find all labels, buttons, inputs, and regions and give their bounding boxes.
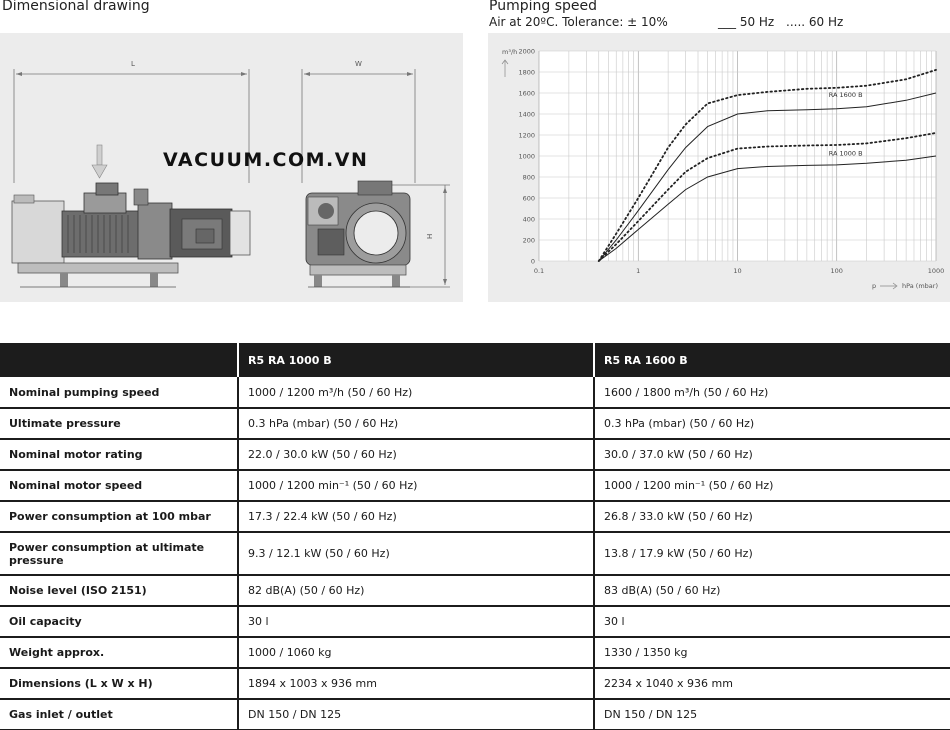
pumping-speed-title: Pumping speed <box>489 0 597 14</box>
dimensional-drawing-title: Dimensional drawing <box>2 0 150 14</box>
value-ra1000b: 17.3 / 22.4 kW (50 / 60 Hz) <box>238 501 594 532</box>
x-tick-label: 1000 <box>927 267 945 275</box>
row-label: Gas inlet / outlet <box>0 699 238 730</box>
value-ra1600b: 30 l <box>594 606 950 637</box>
value-ra1600b: 1000 / 1200 min⁻¹ (50 / 60 Hz) <box>594 470 950 501</box>
row-label: Dimensions (L x W x H) <box>0 668 238 699</box>
row-label: Noise level (ISO 2151) <box>0 575 238 606</box>
value-ra1000b: 30 l <box>238 606 594 637</box>
y-tick-label: 800 <box>522 173 535 182</box>
pumping-speed-chart-panel <box>488 33 950 302</box>
value-ra1000b: DN 150 / DN 125 <box>238 699 594 730</box>
y-tick-label: 2000 <box>518 47 535 56</box>
x-axis-arrow-icon <box>880 283 897 289</box>
y-unit-label: m³/h <box>502 48 518 56</box>
table-row <box>0 377 950 408</box>
value-ra1000b: 82 dB(A) (50 / 60 Hz) <box>238 575 594 606</box>
legend-60hz: ..... 60 Hz <box>786 15 844 29</box>
y-tick-label: 1400 <box>518 110 535 119</box>
legend-50hz: ___ 50 Hz <box>718 15 775 29</box>
table-header-ra1000b: R5 RA 1000 B <box>238 343 594 377</box>
y-tick-label: 0 <box>530 257 535 266</box>
dimensional-drawing-panel <box>0 33 463 302</box>
x-tick-label: 1 <box>636 267 641 275</box>
annotation-ra1600b: RA 1600 B <box>828 91 863 100</box>
value-ra1600b: 2234 x 1040 x 936 mm <box>594 668 950 699</box>
x-unit-label: hPa (mbar) <box>902 282 938 290</box>
row-label: Weight approx. <box>0 637 238 668</box>
dim-label-width: W <box>355 60 362 68</box>
value-ra1600b: 83 dB(A) (50 / 60 Hz) <box>594 575 950 606</box>
y-tick-label: 1200 <box>518 131 535 140</box>
table-row <box>0 532 950 575</box>
value-ra1600b: 1600 / 1800 m³/h (50 / 60 Hz) <box>594 377 950 408</box>
inlet-arrow-icon <box>92 145 107 178</box>
x-axis-label: p <box>872 282 877 290</box>
y-tick-label: 1800 <box>518 68 535 77</box>
row-label: Nominal motor speed <box>0 470 238 501</box>
table-row <box>0 637 950 668</box>
value-ra1000b: 1000 / 1200 m³/h (50 / 60 Hz) <box>238 377 594 408</box>
table-row <box>0 408 950 439</box>
x-tick-label: 10 <box>733 267 742 275</box>
table-row <box>0 606 950 637</box>
table-row <box>0 470 950 501</box>
table-row <box>0 439 950 470</box>
value-ra1600b: 13.8 / 17.9 kW (50 / 60 Hz) <box>594 532 950 575</box>
table-row <box>0 501 950 532</box>
value-ra1600b: DN 150 / DN 125 <box>594 699 950 730</box>
pump-front-view <box>306 181 410 287</box>
table-header-ra1600b: R5 RA 1600 B <box>594 343 950 377</box>
value-ra1000b: 22.0 / 30.0 kW (50 / 60 Hz) <box>238 439 594 470</box>
row-label: Power consumption at ultimate pressure <box>0 532 238 575</box>
value-ra1600b: 1330 / 1350 kg <box>594 637 950 668</box>
annotation-ra1000b: RA 1000 B <box>828 149 863 158</box>
y-axis-arrow-icon <box>502 60 508 77</box>
y-tick-label: 400 <box>522 215 535 224</box>
table-header-empty <box>0 343 238 377</box>
x-tick-label: 100 <box>830 267 843 275</box>
y-tick-label: 1000 <box>518 152 535 161</box>
value-ra1000b: 1000 / 1200 min⁻¹ (50 / 60 Hz) <box>238 470 594 501</box>
value-ra1000b: 1894 x 1003 x 936 mm <box>238 668 594 699</box>
spec-table <box>0 343 950 730</box>
x-tick-label: 0.1 <box>533 267 545 275</box>
pumping-speed-subtitle: Air at 20ºC. Tolerance: ± 10% <box>489 15 668 29</box>
row-label: Nominal pumping speed <box>0 377 238 408</box>
y-tick-label: 1600 <box>518 89 535 98</box>
y-tick-label: 200 <box>522 236 535 245</box>
watermark-text: VACUUM.COM.VN <box>163 149 369 171</box>
value-ra1000b: 9.3 / 12.1 kW (50 / 60 Hz) <box>238 532 594 575</box>
dim-label-height: H <box>426 233 434 239</box>
row-label: Power consumption at 100 mbar <box>0 501 238 532</box>
value-ra1000b: 0.3 hPa (mbar) (50 / 60 Hz) <box>238 408 594 439</box>
y-tick-label: 600 <box>522 194 535 203</box>
value-ra1600b: 0.3 hPa (mbar) (50 / 60 Hz) <box>594 408 950 439</box>
table-row <box>0 575 950 606</box>
value-ra1600b: 30.0 / 37.0 kW (50 / 60 Hz) <box>594 439 950 470</box>
row-label: Ultimate pressure <box>0 408 238 439</box>
value-ra1600b: 26.8 / 33.0 kW (50 / 60 Hz) <box>594 501 950 532</box>
table-row <box>0 668 950 699</box>
table-header-row <box>0 343 950 377</box>
dim-label-length: L <box>131 60 135 68</box>
pumping-speed-chart <box>488 33 950 302</box>
value-ra1000b: 1000 / 1060 kg <box>238 637 594 668</box>
pump-side-view <box>12 183 250 287</box>
row-label: Oil capacity <box>0 606 238 637</box>
table-row <box>0 699 950 730</box>
row-label: Nominal motor rating <box>0 439 238 470</box>
